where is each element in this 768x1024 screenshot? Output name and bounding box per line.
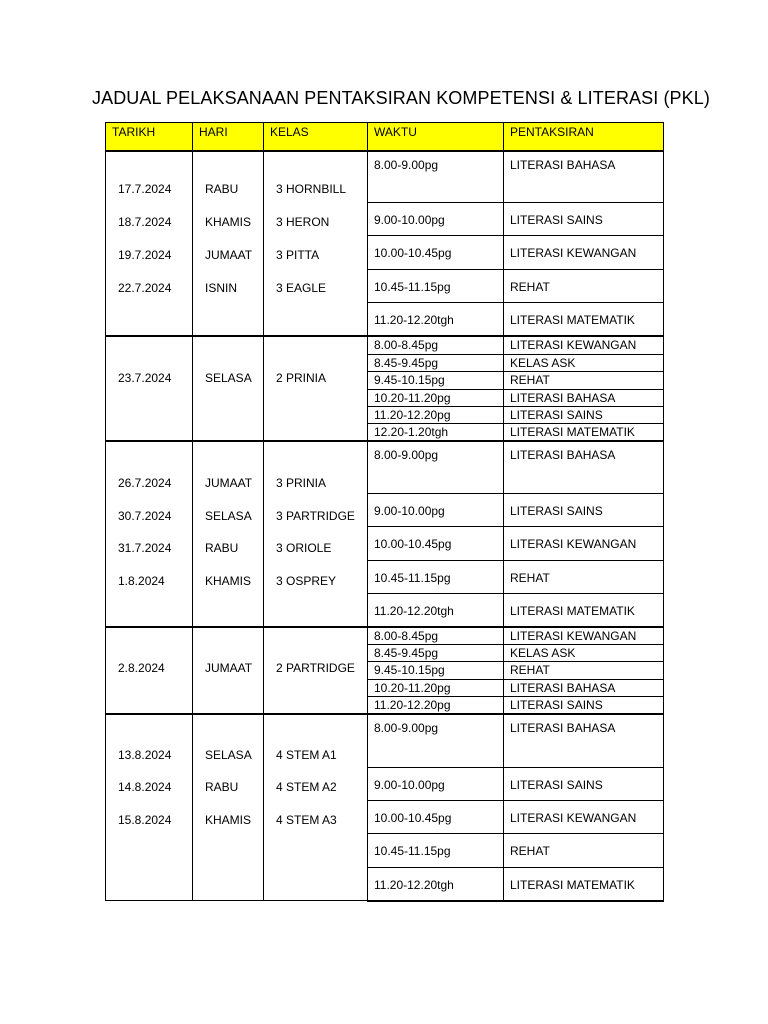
header-tarikh: TARIKH <box>106 123 193 152</box>
pentaksiran-cell: REHAT <box>504 560 664 593</box>
waktu-cell: 9.00-10.00pg <box>368 203 504 236</box>
pentaksiran-cell: LITERASI SAINS <box>504 406 664 423</box>
pentaksiran-cell: LITERASI MATEMATIK <box>504 867 664 900</box>
tarikh-value: 31.7.2024 <box>118 541 172 555</box>
hari-value: SELASA <box>205 509 252 523</box>
waktu-cell: 8.00-9.00pg <box>368 714 504 767</box>
pentaksiran-cell: LITERASI BAHASA <box>504 389 664 406</box>
kelas-value: 3 OSPREY <box>276 574 337 588</box>
tarikh-value: 13.8.2024 <box>118 748 172 762</box>
tarikh-value: 17.7.2024 <box>118 182 172 196</box>
hari-value: ISNIN <box>205 281 238 295</box>
pentaksiran-cell: LITERASI BAHASA <box>504 679 664 696</box>
hari-value: RABU <box>205 780 239 794</box>
pentaksiran-cell: LITERASI BAHASA <box>504 441 664 494</box>
header-row <box>106 123 664 152</box>
hari-value: RABU <box>205 541 239 555</box>
header-hari: HARI <box>193 123 264 152</box>
pentaksiran-cell: LITERASI SAINS <box>504 494 664 527</box>
pentaksiran-cell: LITERASI SAINS <box>504 697 664 714</box>
kelas-value: 3 EAGLE <box>276 281 327 295</box>
page-title: JADUAL PELAKSANAAN PENTAKSIRAN KOMPETENSI & LITERASI (PKL) <box>92 88 710 108</box>
waktu-cell: 10.45-11.15pg <box>368 834 504 867</box>
kelas-cell <box>264 336 368 441</box>
pentaksiran-cell: REHAT <box>504 269 664 302</box>
tarikh-value: 22.7.2024 <box>118 281 172 295</box>
waktu-cell: 8.00-9.00pg <box>368 151 504 203</box>
pentaksiran-cell: LITERASI BAHASA <box>504 714 664 767</box>
header-pentaksiran: PENTAKSIRAN <box>504 123 664 152</box>
kelas-value: 3 PARTRIDGE <box>276 509 355 523</box>
hari-cell <box>193 714 264 901</box>
kelas-value: 4 STEM A3 <box>276 813 337 827</box>
kelas-cell <box>264 441 368 627</box>
tarikh-cell <box>106 441 193 627</box>
kelas-value: 3 HERON <box>276 215 330 229</box>
pentaksiran-cell: LITERASI MATEMATIK <box>504 303 664 336</box>
kelas-cell <box>264 714 368 901</box>
hari-value: JUMAAT <box>205 248 253 262</box>
waktu-cell: 10.20-11.20pg <box>368 389 504 406</box>
kelas-value: 3 PRINIA <box>276 476 327 490</box>
waktu-cell: 9.00-10.00pg <box>368 494 504 527</box>
schedule-group <box>106 627 664 714</box>
waktu-cell: 10.00-10.45pg <box>368 527 504 560</box>
tarikh-value: 26.7.2024 <box>118 476 172 490</box>
table-row <box>106 441 664 494</box>
tarikh-cell <box>106 627 193 714</box>
tarikh-value: 30.7.2024 <box>118 509 172 523</box>
waktu-cell: 10.45-11.15pg <box>368 269 504 302</box>
pentaksiran-cell: LITERASI KEWANGAN <box>504 627 664 644</box>
kelas-value: 3 HORNBILL <box>276 182 347 196</box>
waktu-cell: 8.45-9.45pg <box>368 354 504 371</box>
pentaksiran-cell: LITERASI KEWANGAN <box>504 336 664 354</box>
waktu-cell: 11.20-12.20pg <box>368 406 504 423</box>
table-row <box>106 336 664 354</box>
pentaksiran-cell: REHAT <box>504 372 664 389</box>
table-row <box>106 714 664 767</box>
waktu-cell: 8.00-8.45pg <box>368 336 504 354</box>
waktu-cell: 8.45-9.45pg <box>368 644 504 661</box>
tarikh-value: 23.7.2024 <box>118 371 172 385</box>
pentaksiran-cell: LITERASI SAINS <box>504 767 664 800</box>
pentaksiran-cell: KELAS ASK <box>504 354 664 371</box>
kelas-value: 4 STEM A1 <box>276 748 337 762</box>
schedule-group <box>106 336 664 441</box>
waktu-cell: 11.20-12.20tgh <box>368 867 504 900</box>
hari-cell <box>193 627 264 714</box>
pentaksiran-cell: LITERASI SAINS <box>504 203 664 236</box>
schedule-group <box>106 151 664 336</box>
kelas-value: 4 STEM A2 <box>276 780 337 794</box>
hari-value: SELASA <box>205 371 252 385</box>
pentaksiran-cell: LITERASI KEWANGAN <box>504 801 664 834</box>
kelas-value: 3 PITTA <box>276 248 320 262</box>
hari-cell <box>193 336 264 441</box>
waktu-cell: 10.00-10.45pg <box>368 801 504 834</box>
tarikh-cell <box>106 714 193 901</box>
tarikh-value: 2.8.2024 <box>118 661 165 675</box>
kelas-value: 2 PRINIA <box>276 371 327 385</box>
tarikh-value: 1.8.2024 <box>118 574 165 588</box>
tarikh-value: 14.8.2024 <box>118 780 172 794</box>
kelas-cell <box>264 151 368 336</box>
hari-value: RABU <box>205 182 239 196</box>
waktu-cell: 10.00-10.45pg <box>368 236 504 269</box>
pentaksiran-cell: LITERASI MATEMATIK <box>504 424 664 441</box>
pentaksiran-cell: REHAT <box>504 834 664 867</box>
hari-cell <box>193 441 264 627</box>
tarikh-value: 15.8.2024 <box>118 813 172 827</box>
hari-value: KHAMIS <box>205 574 252 588</box>
table-row <box>106 151 664 203</box>
waktu-cell: 10.45-11.15pg <box>368 560 504 593</box>
hari-value: KHAMIS <box>205 813 252 827</box>
waktu-cell: 9.00-10.00pg <box>368 767 504 800</box>
schedule-group <box>106 441 664 627</box>
waktu-cell: 11.20-12.20tgh <box>368 303 504 336</box>
pentaksiran-cell: REHAT <box>504 662 664 679</box>
pentaksiran-cell: KELAS ASK <box>504 644 664 661</box>
kelas-value: 3 ORIOLE <box>276 541 332 555</box>
hari-cell <box>193 151 264 336</box>
pentaksiran-cell: LITERASI KEWANGAN <box>504 236 664 269</box>
pentaksiran-cell: LITERASI MATEMATIK <box>504 594 664 627</box>
waktu-cell: 10.20-11.20pg <box>368 679 504 696</box>
table-row <box>106 627 664 644</box>
tarikh-cell <box>106 151 193 336</box>
waktu-cell: 12.20-1.20tgh <box>368 424 504 441</box>
pentaksiran-cell: LITERASI KEWANGAN <box>504 527 664 560</box>
hari-value: JUMAAT <box>205 661 253 675</box>
waktu-cell: 9.45-10.15pg <box>368 372 504 389</box>
waktu-cell: 11.20-12.20pg <box>368 697 504 714</box>
hari-value: SELASA <box>205 748 252 762</box>
tarikh-cell <box>106 336 193 441</box>
tarikh-value: 18.7.2024 <box>118 215 172 229</box>
hari-value: KHAMIS <box>205 215 252 229</box>
waktu-cell: 11.20-12.20tgh <box>368 594 504 627</box>
tarikh-value: 19.7.2024 <box>118 248 172 262</box>
waktu-cell: 9.45-10.15pg <box>368 662 504 679</box>
header-kelas: KELAS <box>264 123 368 152</box>
header-waktu: WAKTU <box>368 123 504 152</box>
kelas-value: 2 PARTRIDGE <box>276 661 355 675</box>
waktu-cell: 8.00-9.00pg <box>368 441 504 494</box>
hari-value: JUMAAT <box>205 476 253 490</box>
schedule-table <box>105 122 664 902</box>
kelas-cell <box>264 627 368 714</box>
schedule-group <box>106 714 664 901</box>
pentaksiran-cell: LITERASI BAHASA <box>504 151 664 203</box>
waktu-cell: 8.00-8.45pg <box>368 627 504 644</box>
